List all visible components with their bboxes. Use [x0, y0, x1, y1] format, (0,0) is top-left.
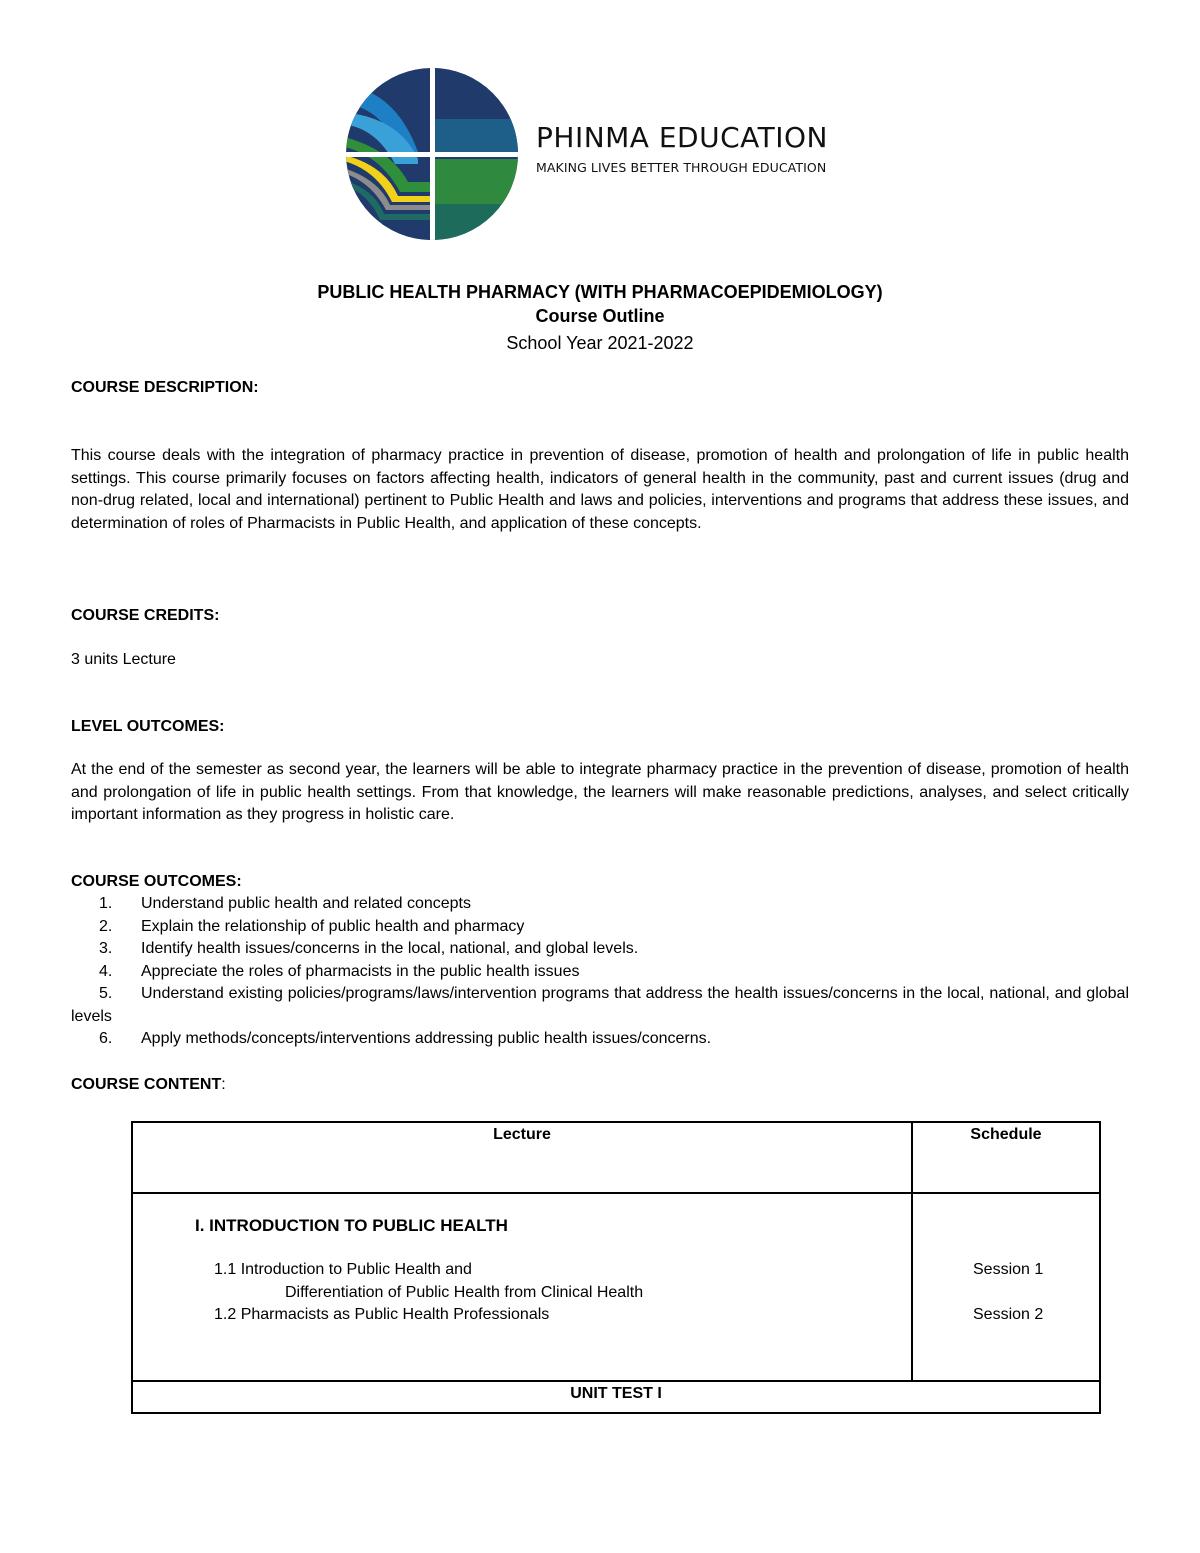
topic-1-line-1: 1.1 Introduction to Public Health and [214, 1261, 472, 1278]
schedule-cell [912, 1193, 1100, 1381]
title-block [0, 280, 1200, 356]
lecture-cell [132, 1193, 912, 1381]
course-credits-heading [71, 605, 1129, 627]
list-item [71, 983, 1129, 1028]
course-content-heading-text: COURSE CONTENT [71, 1076, 222, 1093]
brand-text [536, 122, 828, 176]
topic-1-line-2: Differentiation of Public Health from Clinical Health [285, 1284, 644, 1301]
topic-2: 1.2 Pharmacists as Public Health Professionals [214, 1306, 550, 1323]
list-item-number: 1. [99, 895, 113, 912]
session-1: Session 1 [973, 1261, 1044, 1278]
brand-tagline: MAKING LIVES BETTER THROUGH EDUCATION [536, 160, 827, 175]
brand-name: PHINMA EDUCATION [536, 121, 828, 154]
list-item-number: 5. [99, 985, 113, 1002]
list-item-text: Explain the relationship of public health and pharmacy [141, 917, 525, 935]
course-credits-heading-text: COURSE CREDITS: [71, 607, 220, 624]
column-header-schedule: Schedule [912, 1122, 1100, 1193]
level-outcomes-heading [71, 716, 1129, 738]
list-item-text: Understand existing policies/programs/laws/intervention programs that address the health issues/concerns in the local, national, and global levels [71, 985, 1129, 1025]
course-outcomes-section [71, 871, 1129, 1051]
course-outcomes-list [71, 893, 1129, 1051]
unit-title: I. INTRODUCTION TO PUBLIC HEALTH [195, 1216, 508, 1235]
list-item-number: 2. [99, 917, 113, 935]
list-item [71, 893, 1129, 916]
list-item-number: 3. [99, 940, 113, 957]
list-item [71, 938, 1129, 961]
list-item-text: Apply methods/concepts/interventions addressing public health issues/concerns. [141, 1030, 712, 1047]
course-content-heading [71, 1074, 1129, 1097]
list-item-text: Appreciate the roles of pharmacists in the public health issues [141, 962, 580, 980]
course-description-heading: COURSE DESCRIPTION: [71, 379, 259, 396]
list-item [71, 961, 1129, 984]
course-description-text: This course deals with the integration of pharmacy practice in prevention of disease, promotion of health and prolongation of life in public health settings. This course primarily focuses on factors affecting health, indicators of general health in the community, past and current issues (drug and non-drug related, local and international) pertinent to Public Health and laws and policies, interventions and programs that address these issues, and determination of roles of Pharmacists in Public Health, and application of these concepts. [71, 447, 1129, 532]
course-content-heading-colon: : [221, 1076, 226, 1093]
phinma-logo [340, 64, 840, 244]
list-item-text: Identify health issues/concerns in the local, national, and global levels. [141, 940, 639, 957]
course-title: PUBLIC HEALTH PHARMACY (WITH PHARMACOEPIDEMIOLOGY) [317, 282, 883, 302]
phinma-emblem-icon [340, 64, 530, 244]
list-item [71, 1028, 1129, 1051]
level-outcomes-heading-text: LEVEL OUTCOMES: [71, 718, 225, 735]
course-outcomes-heading: COURSE OUTCOMES: [71, 873, 242, 890]
list-item-number: 4. [99, 962, 113, 980]
level-outcomes-text: At the end of the semester as second year, the learners will be able to integrate pharmacy practice in the prevention of disease, promotion of health and prolongation of life in public health settings. From that knowledge, the learners will make reasonable predictions, analyses, and select critically important information as they progress in holistic care. [71, 761, 1129, 823]
session-2: Session 2 [973, 1306, 1044, 1323]
list-item [71, 916, 1129, 939]
list-item-number: 6. [99, 1030, 113, 1047]
unit-test-cell: UNIT TEST I [132, 1381, 1100, 1413]
table-row [132, 1381, 1100, 1413]
table-header-row [132, 1122, 1100, 1193]
course-credits-text: 3 units Lecture [71, 651, 176, 668]
course-description-section [71, 377, 1129, 399]
table-row [132, 1193, 1100, 1381]
school-year: School Year 2021-2022 [506, 333, 694, 353]
course-content-table [131, 1121, 1101, 1414]
document-subtitle: Course Outline [535, 306, 665, 326]
list-item-text: Understand public health and related concepts [141, 895, 471, 912]
column-header-lecture: Lecture [132, 1122, 912, 1193]
